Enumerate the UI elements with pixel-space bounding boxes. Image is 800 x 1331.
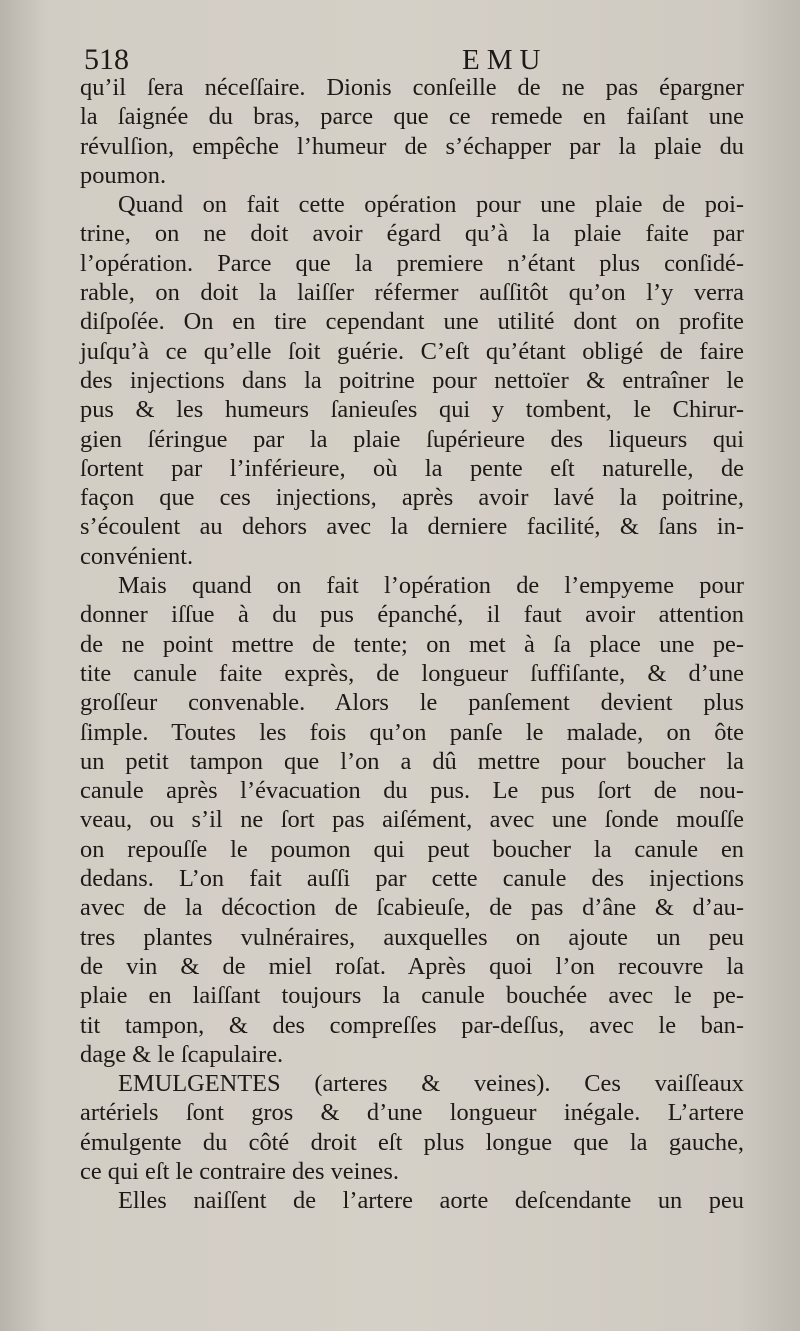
text-line: façon que ces injections, après avoir lavé la poitrine,: [80, 484, 744, 512]
text-line: diſpoſée. On en tire cependant une utilité dont on profite: [80, 308, 744, 336]
text-line: avec de la décoction de ſcabieuſe, de pas d’âne & d’au-: [80, 894, 744, 922]
text-line: qu’il ſera néceſſaire. Dionis conſeille de ne pas épargner: [80, 74, 744, 101]
text-line: ſimple. Toutes les fois qu’on panſe le malade, on ôte: [80, 718, 744, 746]
text-line: donner iſſue à du pus épanché, il faut avoir attention: [80, 601, 744, 629]
text-line: l’opération. Parce que la premiere n’étant plus conſidé-: [80, 249, 744, 277]
text-line: dedans. L’on fait auſſi par cette canule des injections: [80, 865, 744, 893]
text-line: on repouſſe le poumon qui peut boucher la canule en: [80, 835, 744, 863]
text-line: des injections dans la poitrine pour nettoïer & entraîner le: [80, 366, 744, 394]
text-line: artériels ſont gros & d’une longueur inégale. L’artere: [80, 1099, 744, 1127]
text-line: de ne point mettre de tente; on met à ſa place une pe-: [80, 630, 744, 658]
text-line: ce qui eſt le contraire des veines.: [80, 1157, 399, 1185]
text-line: révulſion, empêche l’humeur de s’échapper par la plaie du: [80, 132, 744, 160]
text-line: un petit tampon que l’on a dû mettre pour boucher la: [80, 747, 744, 775]
text-line: convénient.: [80, 542, 194, 570]
text-line: juſqu’à ce qu’elle ſoit guérie. C’eſt qu’étant obligé de faire: [80, 337, 744, 365]
text-line: canule après l’évacuation du pus. Le pus ſort de nou-: [80, 777, 744, 805]
text-line: Elles naiſſent de l’artere aorte deſcendante un peu: [118, 1187, 744, 1215]
page-number: 518: [84, 43, 129, 76]
text-line: de vin & de miel roſat. Après quoi l’on recouvre la: [80, 952, 744, 980]
text-line: Quand on fait cette opération pour une plaie de poi-: [118, 191, 744, 219]
text-line: trine, on ne doit avoir égard qu’à la plaie faite par: [80, 220, 744, 248]
text-line: ſortent par l’inférieure, où la pente eſt naturelle, de: [80, 454, 744, 482]
text-line: Mais quand on fait l’opération de l’empyeme pour: [118, 572, 744, 600]
text-line: la ſaignée du bras, parce que ce remede en faiſant une: [80, 103, 744, 131]
body-text: [80, 73, 744, 1216]
text-line: poumon.: [80, 161, 167, 189]
text-line: veau, ou s’il ne ſort pas aiſément, avec une ſonde mouſſe: [80, 806, 744, 834]
text-line: pus & les humeurs ſanieuſes qui y tombent, le Chirur-: [80, 396, 744, 424]
text-line: tit tampon, & des compreſſes par-deſſus, avec le ban-: [80, 1011, 744, 1039]
text-line: EMULGENTES (arteres & veines). Ces vaiſſeaux: [118, 1070, 744, 1098]
text-line: émulgente du côté droit eſt plus longue que la gauche,: [80, 1128, 744, 1156]
running-head: EMU: [462, 44, 548, 76]
text-line: groſſeur convenable. Alors le panſement devient plus: [80, 689, 744, 717]
text-line: rable, on doit la laiſſer réfermer auſſitôt qu’on l’y verra: [80, 279, 744, 307]
text-line: tres plantes vulnéraires, auxquelles on ajoute un peu: [80, 923, 744, 951]
text-line: tite canule faite exprès, de longueur ſuffiſante, & d’une: [80, 659, 744, 687]
text-line: gien ſéringue par la plaie ſupérieure des liqueurs qui: [80, 425, 744, 453]
text-line: dage & le ſcapulaire.: [80, 1040, 284, 1068]
text-line: plaie en laiſſant toujours la canule bouchée avec le pe-: [80, 982, 744, 1010]
text-line: s’écoulent au dehors avec la derniere facilité, & ſans in-: [80, 513, 744, 541]
